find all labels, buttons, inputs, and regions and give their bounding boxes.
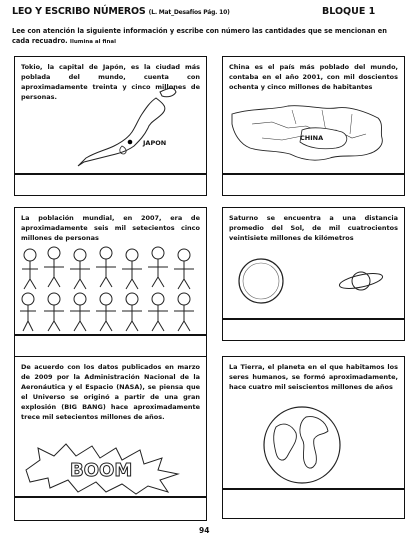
answer-box-big-bang[interactable] xyxy=(14,497,207,521)
answer-box-saturn[interactable] xyxy=(222,319,405,341)
instructions xyxy=(12,26,404,47)
sun-image xyxy=(236,256,286,306)
earth-globe-image xyxy=(262,405,342,485)
china-label: CHINA xyxy=(300,134,324,142)
answer-box-china[interactable] xyxy=(222,174,405,196)
japan-map-image xyxy=(76,98,186,168)
title-text: LEO Y ESCRIBO NÚMEROS xyxy=(12,6,146,17)
card-tokio-text: Tokio, la capital de Japón, es la ciudad más poblada del mundo, cuenta con aproximadamente treinta y cinco millones de personas. xyxy=(21,63,200,101)
card-china-text: China es el país más poblado del mundo, contaba en el año 2001, con mil doscientos ochenta y cinco millones de habitantes xyxy=(229,63,398,91)
explosion-word: BOOM xyxy=(70,460,133,481)
saturn-image xyxy=(336,266,386,296)
block-label: BLOQUE 1 xyxy=(322,6,376,17)
answer-box-world-population[interactable] xyxy=(14,335,207,357)
answer-box-tokio[interactable] xyxy=(14,174,207,196)
card-big-bang-text: De acuerdo con los datos publicados en marzo de 2009 por la Administración Nacional de la Aeronáutica y el Espacio (NASA), se piensa que el Universo se originó a partir de una gran explosión (BIG BANG) hace aproximadamente trece mil setecientos millones de años. xyxy=(21,363,200,421)
card-saturn-text: Saturno se encuentra a una distancia promedio del Sol, de mil cuatrocientos veintisiete millones de kilómetros xyxy=(229,214,398,242)
answer-box-earth[interactable] xyxy=(222,489,405,519)
card-earth-text: La Tierra, el planeta en el que habitamos los seres humanos, se formó aproximadamente, hace cuatro mil seiscientos millones de años xyxy=(229,363,398,391)
explosion-image xyxy=(18,440,203,495)
children-holding-hands-image xyxy=(18,245,203,335)
instructions-text: Lee con atención la siguiente información y escribe con número las cantidades que se mencionan en cada recuadro. xyxy=(12,27,387,45)
card-world-population-text: La población mundial, en 2007, era de aproximadamente seis mil setecientos cinco millones de personas xyxy=(21,214,200,242)
source-reference: (L. Mat_Desafíos Pág. 10) xyxy=(148,9,230,16)
instructions-note: Ilumina al final xyxy=(69,39,117,45)
page-number: 94 xyxy=(199,526,210,535)
page-title xyxy=(12,6,230,17)
japan-label: JAPON xyxy=(143,139,167,147)
